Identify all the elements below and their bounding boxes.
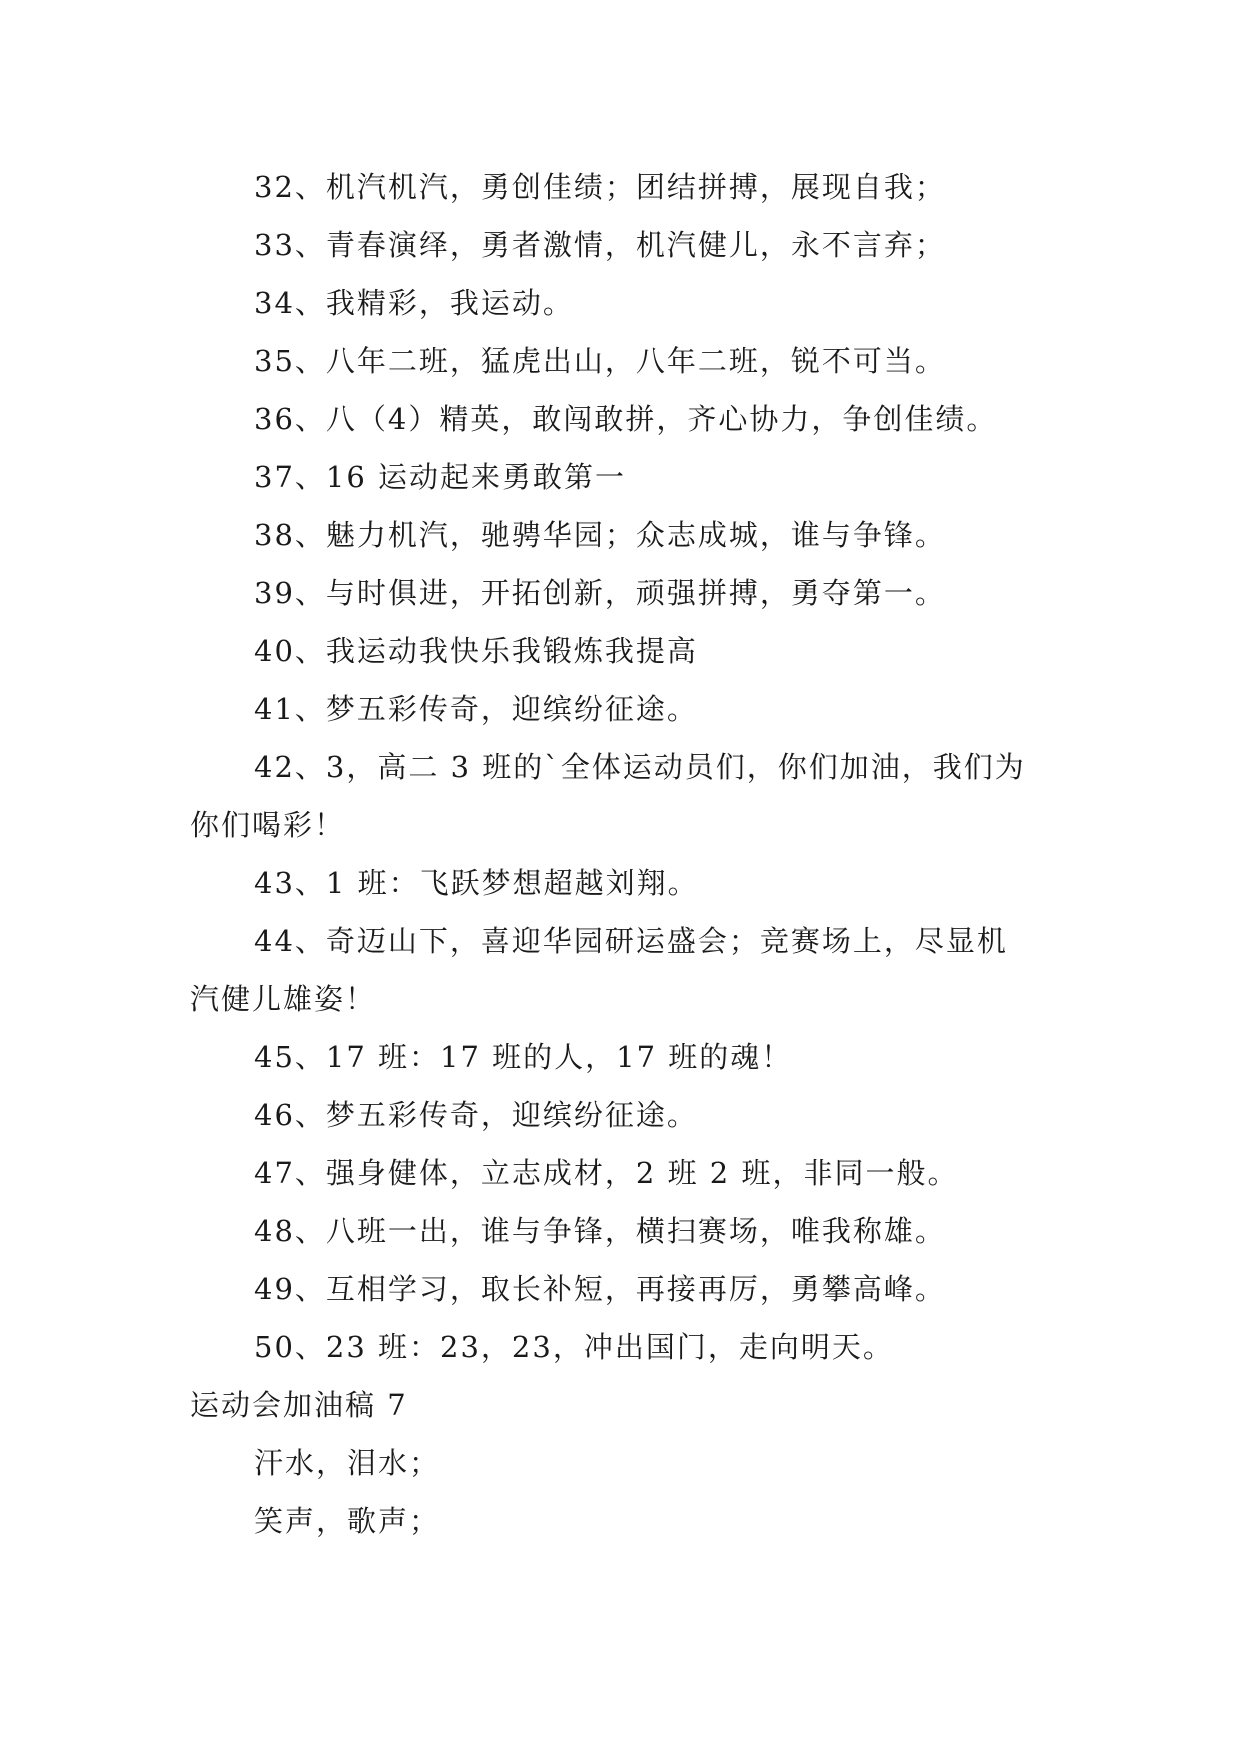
slogan-40: 40、我运动我快乐我锻炼我提高	[254, 634, 698, 668]
slogan-46: 46、梦五彩传奇，迎缤纷征途。	[254, 1098, 698, 1132]
slogan-35: 35、八年二班，猛虎出山，八年二班，锐不可当。	[254, 344, 946, 378]
slogan-42: 42、3，高二 3 班的`全体运动员们，你们加油，我们为	[254, 750, 1026, 784]
poem-line-1: 汗水，泪水；	[254, 1446, 441, 1480]
section-heading: 运动会加油稿 7	[190, 1388, 408, 1422]
slogan-49: 49、互相学习，取长补短，再接再厉，勇攀高峰。	[254, 1272, 946, 1306]
slogan-38: 38、魅力机汽，驰骋华园；众志成城，谁与争锋。	[254, 518, 946, 552]
slogan-37: 37、16 运动起来勇敢第一	[254, 460, 627, 494]
slogan-43: 43、1 班：飞跃梦想超越刘翔。	[254, 866, 699, 900]
slogan-44: 44、奇迈山下，喜迎华园研运盛会；竞赛场上，尽显机	[254, 924, 1008, 958]
slogan-44-continued: 汽健儿雄姿！	[190, 982, 377, 1016]
slogan-41: 41、梦五彩传奇，迎缤纷征途。	[254, 692, 698, 726]
slogan-47: 47、强身健体，立志成材，2 班 2 班，非同一般。	[254, 1156, 959, 1190]
slogan-36: 36、八（4）精英，敢闯敢拼，齐心协力，争创佳绩。	[254, 402, 998, 436]
slogan-32: 32、机汽机汽，勇创佳绩；团结拼搏，展现自我；	[254, 170, 946, 204]
slogan-39: 39、与时俱进，开拓创新，顽强拼搏，勇夺第一。	[254, 576, 946, 610]
slogan-42-continued: 你们喝彩！	[190, 808, 346, 842]
slogan-33: 33、青春演绎，勇者激情，机汽健儿，永不言弃；	[254, 228, 946, 262]
slogan-48: 48、八班一出，谁与争锋，横扫赛场，唯我称雄。	[254, 1214, 946, 1248]
poem-line-2: 笑声，歌声；	[254, 1504, 441, 1538]
document-body	[190, 158, 1050, 1550]
slogan-34: 34、我精彩，我运动。	[254, 286, 574, 320]
slogan-50: 50、23 班：23，23，冲出国门，走向明天。	[254, 1330, 894, 1364]
slogan-45: 45、17 班：17 班的人，17 班的魂！	[254, 1040, 793, 1074]
